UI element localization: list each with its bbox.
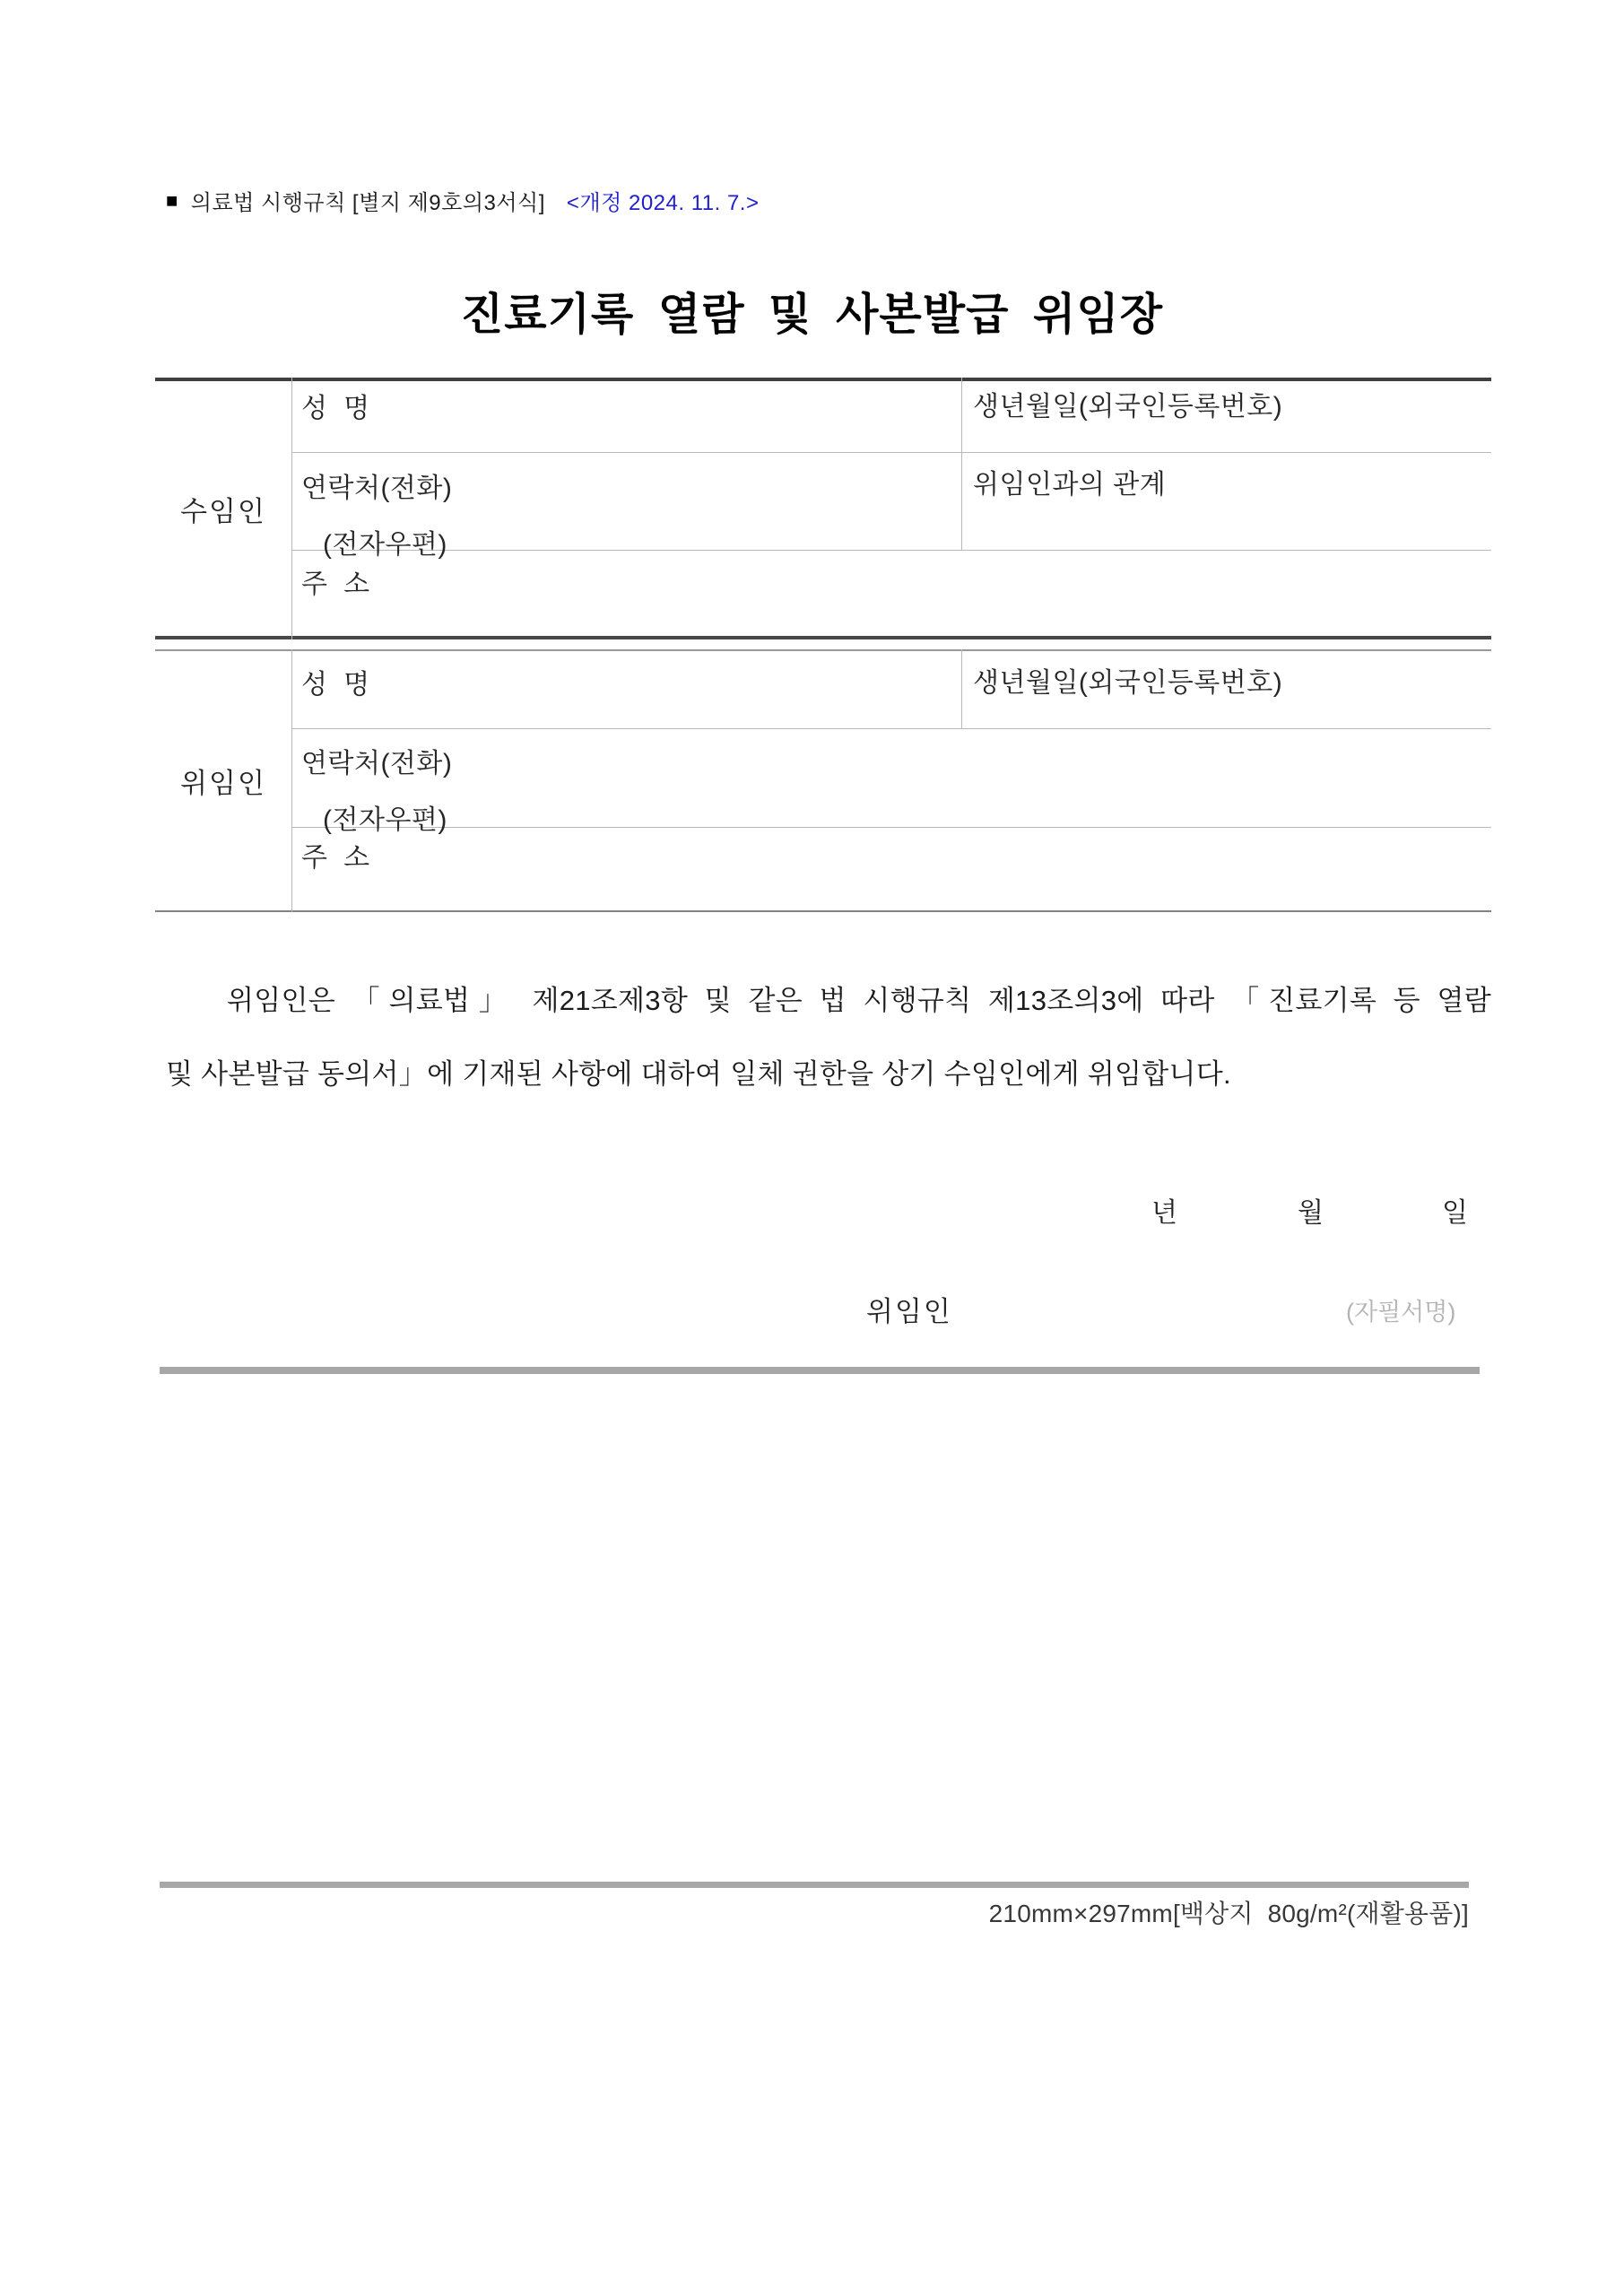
year-field[interactable] — [1040, 1184, 1139, 1225]
signature-field[interactable] — [977, 1278, 1332, 1332]
footer-divider-bar — [160, 1882, 1469, 1888]
revision-date-text: <개정 2024. 11. 7.> — [566, 191, 760, 215]
principal-address-cell[interactable] — [291, 827, 1491, 910]
sign-hint-label: (자필서명) — [1346, 1299, 1456, 1326]
principal-name-label: 성 명 — [301, 670, 370, 700]
delegate-relation-label: 위임인과의 관계 — [973, 470, 1167, 500]
page-title: 진료기록 열람 및 사본발급 위임장 — [460, 291, 1164, 339]
delegate-table-bottom-border — [155, 636, 1491, 639]
delegation-statement-line2: 및 사본발급 동의서」에 기재된 사항에 대하여 일체 권한을 상기 수임인에게 위임합니다. — [166, 1058, 1231, 1090]
delegate-table — [155, 378, 1491, 639]
section-divider-bar — [160, 1367, 1480, 1374]
delegate-email-label: (전자우편) — [323, 530, 447, 560]
principal-contact-cell[interactable] — [291, 728, 1491, 835]
delegate-row-label: 수임인 — [180, 495, 266, 527]
day-label: 일 — [1442, 1198, 1468, 1228]
month-label: 월 — [1298, 1198, 1324, 1228]
month-field[interactable] — [1197, 1184, 1287, 1225]
black-square-bullet-icon: ■ — [166, 188, 178, 212]
delegate-address-cell[interactable] — [291, 550, 1491, 636]
regulation-note — [166, 185, 759, 216]
principal-table — [155, 649, 1491, 912]
signer-label: 위임인 — [866, 1296, 952, 1327]
delegate-birthdate-cell[interactable] — [961, 381, 1491, 452]
principal-name-cell[interactable] — [291, 651, 961, 728]
principal-table-bottom-border — [155, 910, 1491, 912]
day-field[interactable] — [1345, 1184, 1430, 1225]
principal-row-label: 위임인 — [180, 768, 266, 799]
principal-address-label: 주 소 — [301, 843, 370, 873]
principal-phone-label: 연락처(전화) — [301, 749, 453, 778]
year-label: 년 — [1151, 1198, 1177, 1228]
regulation-note-text: 의료법 시행규칙 [별지 제9호의3서식] — [190, 191, 545, 215]
principal-birthdate-label: 생년월일(외국인등록번호) — [973, 668, 1283, 698]
delegate-birthdate-label: 생년월일(외국인등록번호) — [973, 392, 1283, 422]
principal-birthdate-cell[interactable] — [961, 651, 1491, 728]
paper-spec-text: 210mm×297mm[백상지 80g/m²(재활용품)] — [988, 1900, 1469, 1927]
delegate-name-cell[interactable] — [291, 381, 961, 452]
delegate-relation-cell[interactable] — [961, 452, 1491, 550]
delegation-statement-line1: 위임인은 「의료법」 제21조제3항 및 같은 법 시행규칙 제13조의3에 따라 「진료기록 등 열람 — [227, 985, 1491, 1016]
delegate-contact-cell[interactable] — [291, 452, 961, 560]
delegate-address-label: 주 소 — [301, 570, 370, 599]
delegate-phone-label: 연락처(전화) — [301, 474, 453, 503]
principal-email-label: (전자우편) — [323, 805, 447, 835]
delegate-name-label: 성 명 — [301, 394, 370, 423]
